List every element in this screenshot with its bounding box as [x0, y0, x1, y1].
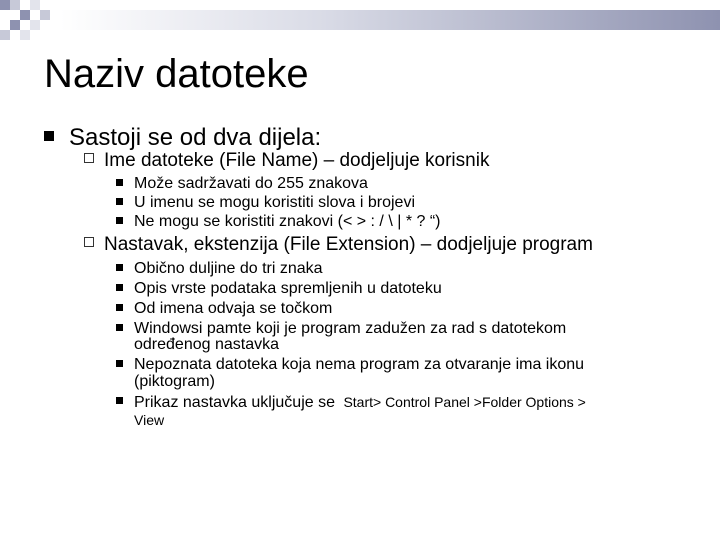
decor-square: [20, 30, 30, 40]
main-bullet: [44, 124, 321, 152]
square-bullet-icon: [116, 284, 123, 291]
header-stripe: [60, 10, 720, 30]
square-bullet-icon: [116, 324, 123, 331]
part-file-extension: [84, 234, 593, 256]
list-item-continuation: određenog nastavka: [134, 336, 279, 353]
square-bullet-icon: [116, 360, 123, 367]
menu-path: Start> Control Panel >Folder Options >: [343, 394, 586, 410]
part-file-name: [84, 150, 489, 172]
decor-square: [30, 0, 40, 10]
list-item-continuation: (piktogram): [134, 373, 215, 390]
part-label: Ime datoteke (File Name) – dodjeljuje korisnik: [104, 150, 490, 171]
hollow-square-bullet-icon: [84, 237, 94, 247]
square-bullet-icon: [116, 179, 123, 186]
decor-square: [10, 20, 20, 30]
square-bullet-icon: [116, 397, 123, 404]
hollow-square-bullet-icon: [84, 153, 94, 163]
square-bullet-icon: [116, 304, 123, 311]
square-bullet-icon: [116, 198, 123, 205]
square-bullet-icon: [116, 217, 123, 224]
decor-square: [40, 10, 50, 20]
square-bullet-icon: [116, 264, 123, 271]
decor-square: [0, 0, 10, 10]
decor-square: [20, 10, 30, 20]
main-bullet-text: Sastoji se od dva dijela:: [69, 124, 322, 151]
part-label: Nastavak, ekstenzija (File Extension) – dodjeljuje program: [104, 234, 593, 255]
slide-title: Naziv datoteke: [44, 52, 309, 96]
decor-square: [0, 30, 10, 40]
square-bullet-icon: [44, 131, 54, 141]
list-item-text: Prikaz nastavka uključuje se: [134, 394, 335, 411]
decor-square: [10, 0, 20, 10]
decor-square: [30, 20, 40, 30]
list-item-continuation: View: [134, 412, 165, 428]
